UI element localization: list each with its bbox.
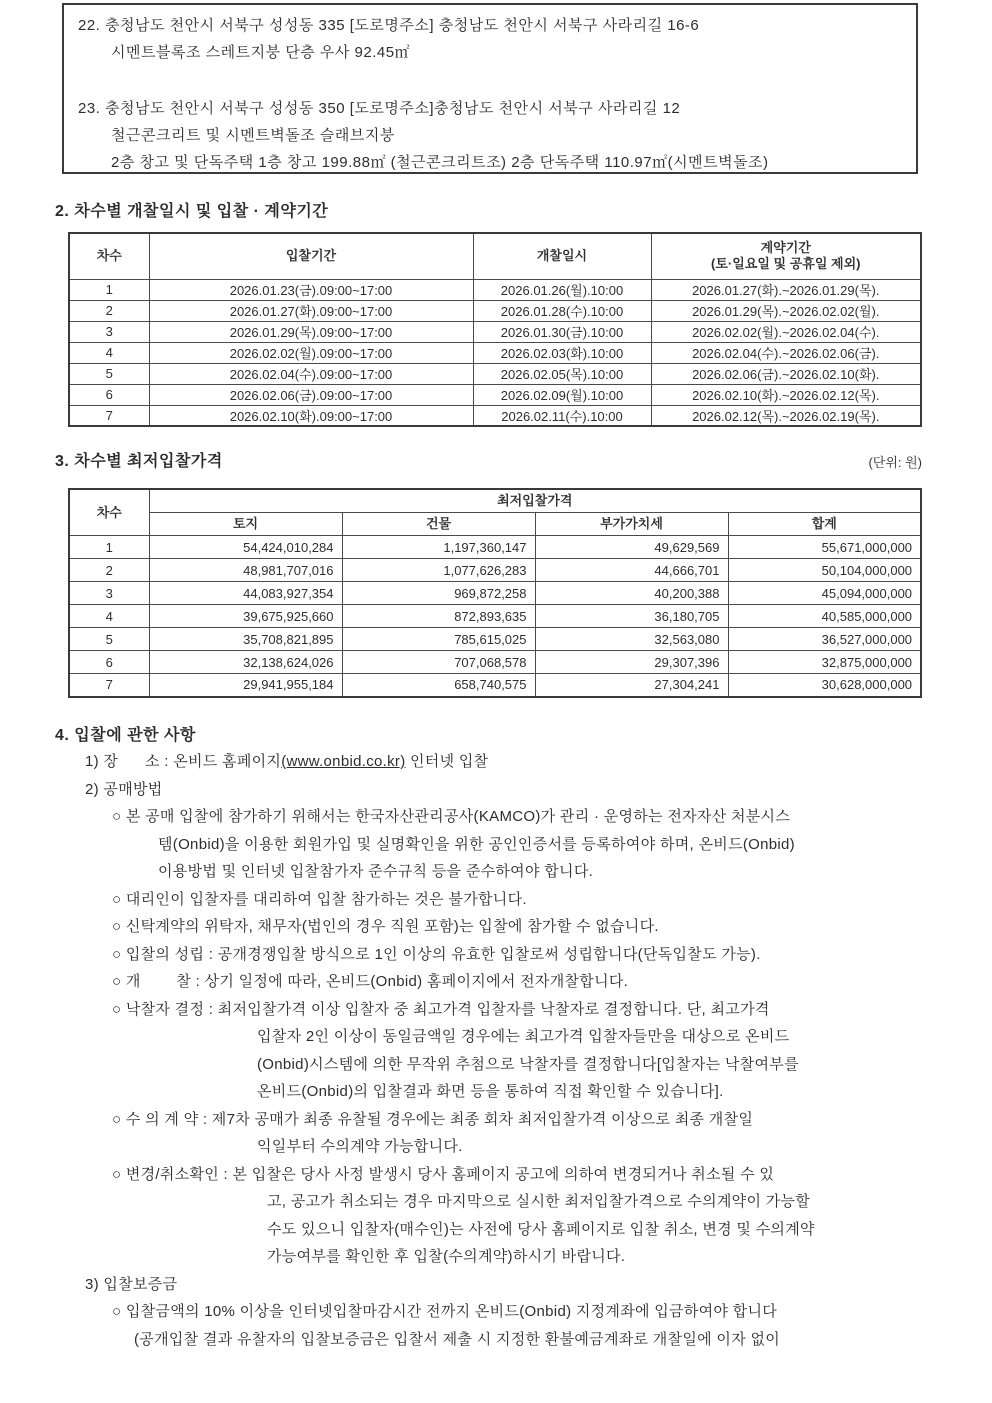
spacer: [78, 66, 904, 95]
price-header-building: 건물: [342, 513, 535, 536]
price-cell: 32,138,624,026: [149, 651, 342, 674]
schedule-row: [69, 279, 921, 300]
place-line: [0, 748, 992, 776]
price-header-land: 토지: [149, 513, 342, 536]
price-cell: 872,893,635: [342, 605, 535, 628]
schedule-cell: 2026.01.27(화).09:00~17:00: [149, 300, 473, 321]
body-line: 템(Onbid)을 이용한 회원가입 및 실명확인을 위한 공인인증서를 등록하여야 하며, 온비드(Onbid): [158, 835, 795, 853]
price-cell: 2: [69, 559, 149, 582]
price-cell: 658,740,575: [342, 674, 535, 697]
schedule-cell: 2026.02.06(금).~2026.02.10(화).: [651, 363, 921, 384]
property-description-box: [62, 3, 918, 174]
price-cell: 27,304,241: [535, 674, 728, 697]
price-header-group: 최저입찰가격: [149, 489, 921, 513]
price-header-row-group: [69, 489, 921, 513]
body-line: 수도 있으니 입찰자(매수인)는 사전에 당사 홈페이지로 입찰 취소, 변경 및 수의계약: [267, 1220, 815, 1238]
contract-period-title: 계약기간: [760, 240, 811, 256]
schedule-cell: 2026.01.28(수).10:00: [473, 300, 651, 321]
unit-label: (단위: 원): [868, 455, 922, 470]
section4-body: [0, 748, 992, 1353]
schedule-row: [69, 342, 921, 363]
price-row: [69, 651, 921, 674]
schedule-cell: 3: [69, 321, 149, 342]
schedule-cell: 2026.02.09(월).10:00: [473, 384, 651, 405]
property-item-23-line: 2층 창고 및 단독주택 1층 창고 199.88㎡ (철근콘크리트조) 2층 단독주택 110.97㎡(시멘트벽돌조): [111, 154, 769, 171]
price-row: [69, 605, 921, 628]
price-cell: 50,104,000,000: [728, 559, 921, 582]
schedule-header-open-datetime: 개찰일시: [473, 233, 651, 279]
schedule-row: [69, 321, 921, 342]
body-line: ○ 본 공매 입찰에 참가하기 위해서는 한국자산관리공사(KAMCO)가 관리 · 운영하는 전자자산 처분시스: [112, 808, 791, 825]
body-line: ○ 신탁계약의 위탁자, 채무자(법인의 경우 직원 포함)는 입찰에 참가할 수 없습니다.: [112, 918, 659, 935]
price-cell: 32,875,000,000: [728, 651, 921, 674]
price-cell: 5: [69, 628, 149, 651]
section4-heading: 4. 입찰에 관한 사항: [55, 727, 196, 744]
price-cell: 49,629,569: [535, 536, 728, 559]
price-cell: 3: [69, 582, 149, 605]
schedule-cell: 2026.02.04(수).09:00~17:00: [149, 363, 473, 384]
price-cell: 44,083,927,354: [149, 582, 342, 605]
price-cell: 36,180,705: [535, 605, 728, 628]
price-cell: 29,307,396: [535, 651, 728, 674]
schedule-cell: 2026.02.10(화).09:00~17:00: [149, 405, 473, 426]
contract-period-note: (토·일요일 및 공휴일 제외): [711, 256, 861, 272]
price-cell: 7: [69, 674, 149, 697]
price-cell: 45,094,000,000: [728, 582, 921, 605]
price-cell: 4: [69, 605, 149, 628]
price-header-vat: 부가가치세: [535, 513, 728, 536]
onbid-url-link[interactable]: (www.onbid.co.kr): [281, 753, 406, 770]
body-line: ○ 변경/취소확인 : 본 입찰은 당사 사정 발생시 당사 홈페이지 공고에 의하여 변경되거나 취소될 수 있: [112, 1165, 775, 1183]
price-cell: 54,424,010,284: [149, 536, 342, 559]
price-row: [69, 559, 921, 582]
section3-heading: 3. 차수별 최저입찰가격: [55, 453, 223, 470]
place-line-prefix: 1) 장 소 : 온비드 홈페이지: [85, 753, 282, 770]
body-line: ○ 입찰의 성립 : 공개경쟁입찰 방식으로 1인 이상의 유효한 입찰로써 성립합니다(단독입찰도 가능).: [112, 945, 761, 963]
price-cell: 6: [69, 651, 149, 674]
schedule-cell: 2026.01.30(금).10:00: [473, 321, 651, 342]
price-header-total: 합계: [728, 513, 921, 536]
schedule-header-round: 차수: [69, 233, 149, 279]
schedule-row: [69, 384, 921, 405]
schedule-cell: 2026.02.06(금).09:00~17:00: [149, 384, 473, 405]
schedule-header-contract-period: [651, 233, 921, 279]
price-row: [69, 674, 921, 697]
schedule-cell: 2026.02.11(수).10:00: [473, 405, 651, 426]
body-line: ○ 수 의 계 약 : 제7차 공매가 최종 유찰될 경우에는 최종 회차 최저입찰가격 이상으로 최종 개찰일: [112, 1110, 754, 1128]
schedule-cell: 2026.01.27(화).~2026.01.29(목).: [651, 279, 921, 300]
price-cell: 48,981,707,016: [149, 559, 342, 582]
place-line-suffix: 인터넷 입찰: [405, 753, 489, 770]
schedule-row: [69, 300, 921, 321]
schedule-cell: 7: [69, 405, 149, 426]
body-line: 온비드(Onbid)의 입찰결과 화면 등을 통하여 직접 확인할 수 있습니다].: [257, 1083, 724, 1100]
price-cell: 1,077,626,283: [342, 559, 535, 582]
body-line: 이용방법 및 인터넷 입찰참가자 준수규칙 등을 준수하여야 합니다.: [158, 863, 594, 880]
schedule-cell: 2026.02.10(화).~2026.02.12(목).: [651, 384, 921, 405]
price-cell: 29,941,955,184: [149, 674, 342, 697]
schedule-row: [69, 363, 921, 384]
price-cell: 785,615,025: [342, 628, 535, 651]
schedule-cell: 1: [69, 279, 149, 300]
section2-heading: 2. 차수별 개찰일시 및 입찰 · 계약기간: [55, 203, 329, 220]
schedule-cell: 4: [69, 342, 149, 363]
price-header-round: 차수: [69, 489, 149, 536]
schedule-cell: 2026.02.12(목).~2026.02.19(목).: [651, 405, 921, 426]
property-item-22-line: 시멘트블록조 스레트지붕 단층 우사 92.45㎡: [111, 44, 411, 61]
property-item-23-line: 철근콘크리트 및 시멘트벽돌조 슬래브지붕: [111, 127, 395, 144]
bid-schedule-table: [68, 232, 922, 427]
price-header-row-sub: [69, 513, 921, 536]
property-item-22-line: 22. 충청남도 천안시 서북구 성성동 335 [도로명주소] 충청남도 천안시 서북구 사라리길 16-6: [78, 17, 700, 34]
price-cell: 55,671,000,000: [728, 536, 921, 559]
price-cell: 30,628,000,000: [728, 674, 921, 697]
price-cell: 40,585,000,000: [728, 605, 921, 628]
body-line: ○ 개 찰 : 상기 일정에 따라, 온비드(Onbid) 홈페이지에서 전자개찰합니다.: [112, 973, 629, 990]
schedule-cell: 2026.02.03(화).10:00: [473, 342, 651, 363]
schedule-cell: 2026.02.02(월).09:00~17:00: [149, 342, 473, 363]
price-row: [69, 536, 921, 559]
body-line: 3) 입찰보증금: [85, 1275, 178, 1293]
price-row: [69, 582, 921, 605]
price-cell: 32,563,080: [535, 628, 728, 651]
body-line: ○ 대리인이 입찰자를 대리하여 입찰 참가하는 것은 불가합니다.: [112, 890, 527, 908]
price-cell: 707,068,578: [342, 651, 535, 674]
price-cell: 39,675,925,660: [149, 605, 342, 628]
schedule-cell: 2026.02.02(월).~2026.02.04(수).: [651, 321, 921, 342]
schedule-header-row: [69, 233, 921, 279]
price-cell: 969,872,258: [342, 582, 535, 605]
price-cell: 44,666,701: [535, 559, 728, 582]
schedule-row: [69, 405, 921, 426]
schedule-cell: 2026.02.04(수).~2026.02.06(금).: [651, 342, 921, 363]
property-item-23-line: 23. 충청남도 천안시 서북구 성성동 350 [도로명주소]충청남도 천안시 서북구 사라리길 12: [78, 100, 681, 117]
body-line: 가능여부를 확인한 후 입찰(수의계약)하시기 바랍니다.: [267, 1248, 626, 1265]
schedule-cell: 5: [69, 363, 149, 384]
schedule-cell: 2026.01.29(목).09:00~17:00: [149, 321, 473, 342]
body-line: ○ 낙찰자 결정 : 최저입찰가격 이상 입찰자 중 최고가격 입찰자를 낙찰자로 결정합니다. 단, 최고가격: [112, 1000, 770, 1018]
schedule-cell: 2: [69, 300, 149, 321]
minimum-bid-price-table: [68, 488, 922, 698]
price-cell: 35,708,821,895: [149, 628, 342, 651]
body-line: 2) 공매방법: [85, 780, 163, 798]
schedule-cell: 2026.02.05(목).10:00: [473, 363, 651, 384]
body-line: 익일부터 수의계약 가능합니다.: [257, 1138, 463, 1155]
body-line: 입찰자 2인 이상이 동일금액일 경우에는 최고가격 입찰자들만을 대상으로 온비드: [257, 1028, 790, 1045]
schedule-cell: 2026.01.23(금).09:00~17:00: [149, 279, 473, 300]
schedule-cell: 2026.01.29(목).~2026.02.02(월).: [651, 300, 921, 321]
body-line: (Onbid)시스템에 의한 무작위 추첨으로 낙찰자를 결정합니다[입찰자는 낙찰여부를: [257, 1055, 799, 1073]
price-cell: 1: [69, 536, 149, 559]
price-row: [69, 628, 921, 651]
schedule-header-bid-period: 입찰기간: [149, 233, 473, 279]
schedule-cell: 2026.01.26(월).10:00: [473, 279, 651, 300]
body-line: 고, 공고가 취소되는 경우 마지막으로 실시한 최저입찰가격으로 수의계약이 가능할: [267, 1193, 811, 1210]
price-cell: 1,197,360,147: [342, 536, 535, 559]
schedule-cell: 6: [69, 384, 149, 405]
body-line: ○ 입찰금액의 10% 이상을 인터넷입찰마감시간 전까지 온비드(Onbid) 지정계좌에 입금하여야 합니다: [112, 1303, 778, 1320]
price-cell: 36,527,000,000: [728, 628, 921, 651]
price-cell: 40,200,388: [535, 582, 728, 605]
body-line: (공개입찰 결과 유찰자의 입찰보증금은 입찰서 제출 시 지정한 환불예금계좌로 개찰일에 이자 없이: [134, 1330, 781, 1348]
